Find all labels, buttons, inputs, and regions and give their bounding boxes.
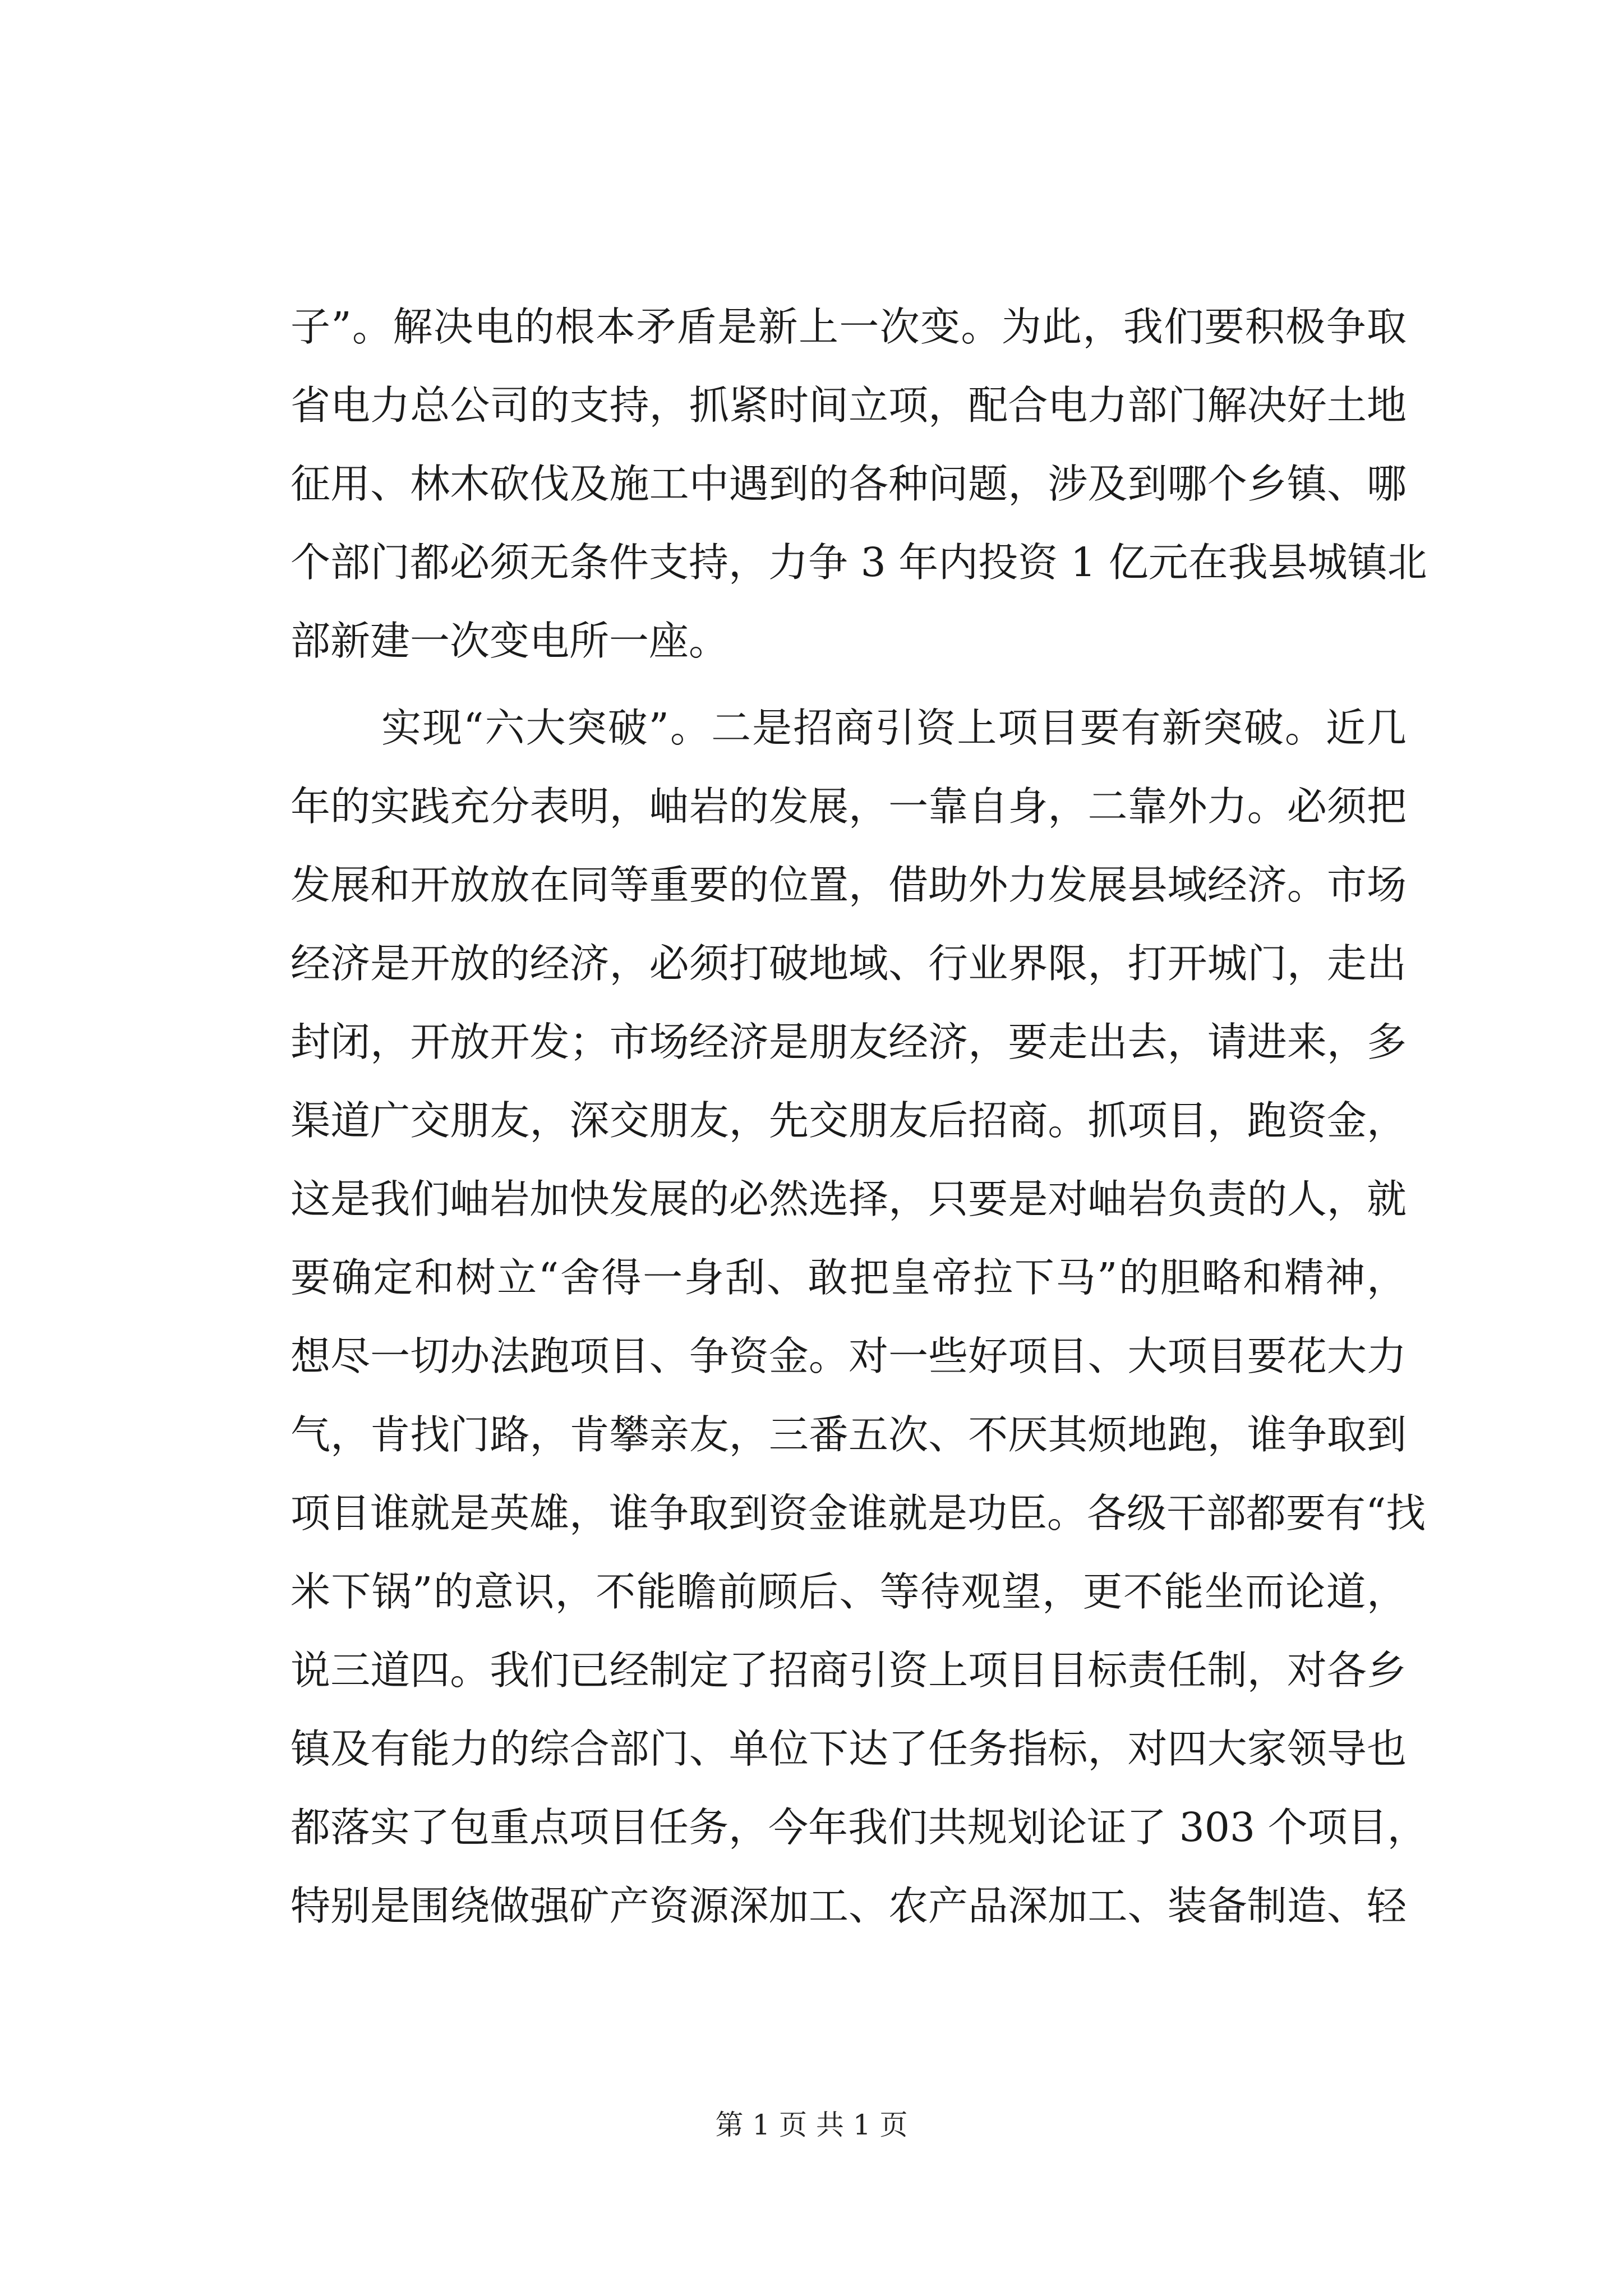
paragraph-2-line-4: 经济是开放的经济，必须打破地域、行业界限，打开城门，走出 <box>291 940 1407 987</box>
paragraph-1-line-1: 子”。解决电的根本矛盾是新上一次变。为此，我们要积极争取 <box>291 303 1407 350</box>
paragraph-2-line-12: 米下锅”的意识，不能瞻前顾后、等待观望，更不能坐而论道， <box>291 1568 1407 1615</box>
paragraph-1-line-4: 个部门都必须无条件支持，力争 3 年内投资 1 亿元在我县城镇北 <box>291 539 1427 586</box>
paragraph-2-line-2: 年的实践充分表明，岫岩的发展，一靠自身，二靠外力。必须把 <box>291 783 1407 830</box>
paragraph-2-line-5: 封闭，开放开发；市场经济是朋友经济，要走出去，请进来，多 <box>291 1019 1407 1065</box>
paragraph-2-line-13: 说三道四。我们已经制定了招商引资上项目目标责任制，对各乡 <box>291 1647 1407 1694</box>
page-footer: 第 1 页 共 1 页 <box>715 2109 908 2141</box>
paragraph-2-line-7: 这是我们岫岩加快发展的必然选择，只要是对岫岩负责的人，就 <box>291 1176 1407 1222</box>
paragraph-2-line-9: 想尽一切办法跑项目、争资金。对一些好项目、大项目要花大力 <box>291 1333 1407 1379</box>
paragraph-2-line-15: 都落实了包重点项目任务，今年我们共规划论证了 303 个项目， <box>291 1804 1427 1851</box>
paragraph-1-line-3: 征用、林木砍伐及施工中遇到的各种问题，涉及到哪个乡镇、哪 <box>291 461 1407 507</box>
paragraph-2-line-1: 实现“六大突破”。二是招商引资上项目要有新突破。近几 <box>381 705 1407 751</box>
paragraph-2-line-10: 气，肯找门路，肯攀亲友，三番五次、不厌其烦地跑，谁争取到 <box>291 1411 1407 1458</box>
paragraph-2-line-14: 镇及有能力的综合部门、单位下达了任务指标，对四大家领导也 <box>291 1726 1407 1772</box>
paragraph-2-line-11: 项目谁就是英雄，谁争取到资金谁就是功臣。各级干部都要有“找 <box>291 1490 1426 1536</box>
paragraph-2-line-16: 特别是围绕做强矿产资源深加工、农产品深加工、装备制造、轻 <box>291 1883 1407 1929</box>
paragraph-2-line-8: 要确定和树立“舍得一身刮、敢把皇帝拉下马”的胆略和精神， <box>291 1254 1407 1301</box>
paragraph-2-line-3: 发展和开放放在同等重要的位置，借助外力发展县域经济。市场 <box>291 862 1407 908</box>
paragraph-2-line-6: 渠道广交朋友，深交朋友，先交朋友后招商。抓项目，跑资金， <box>291 1097 1407 1144</box>
paragraph-1-line-2: 省电力总公司的支持，抓紧时间立项，配合电力部门解决好土地 <box>291 382 1407 429</box>
paragraph-1-line-5: 部新建一次变电所一座。 <box>291 618 729 664</box>
